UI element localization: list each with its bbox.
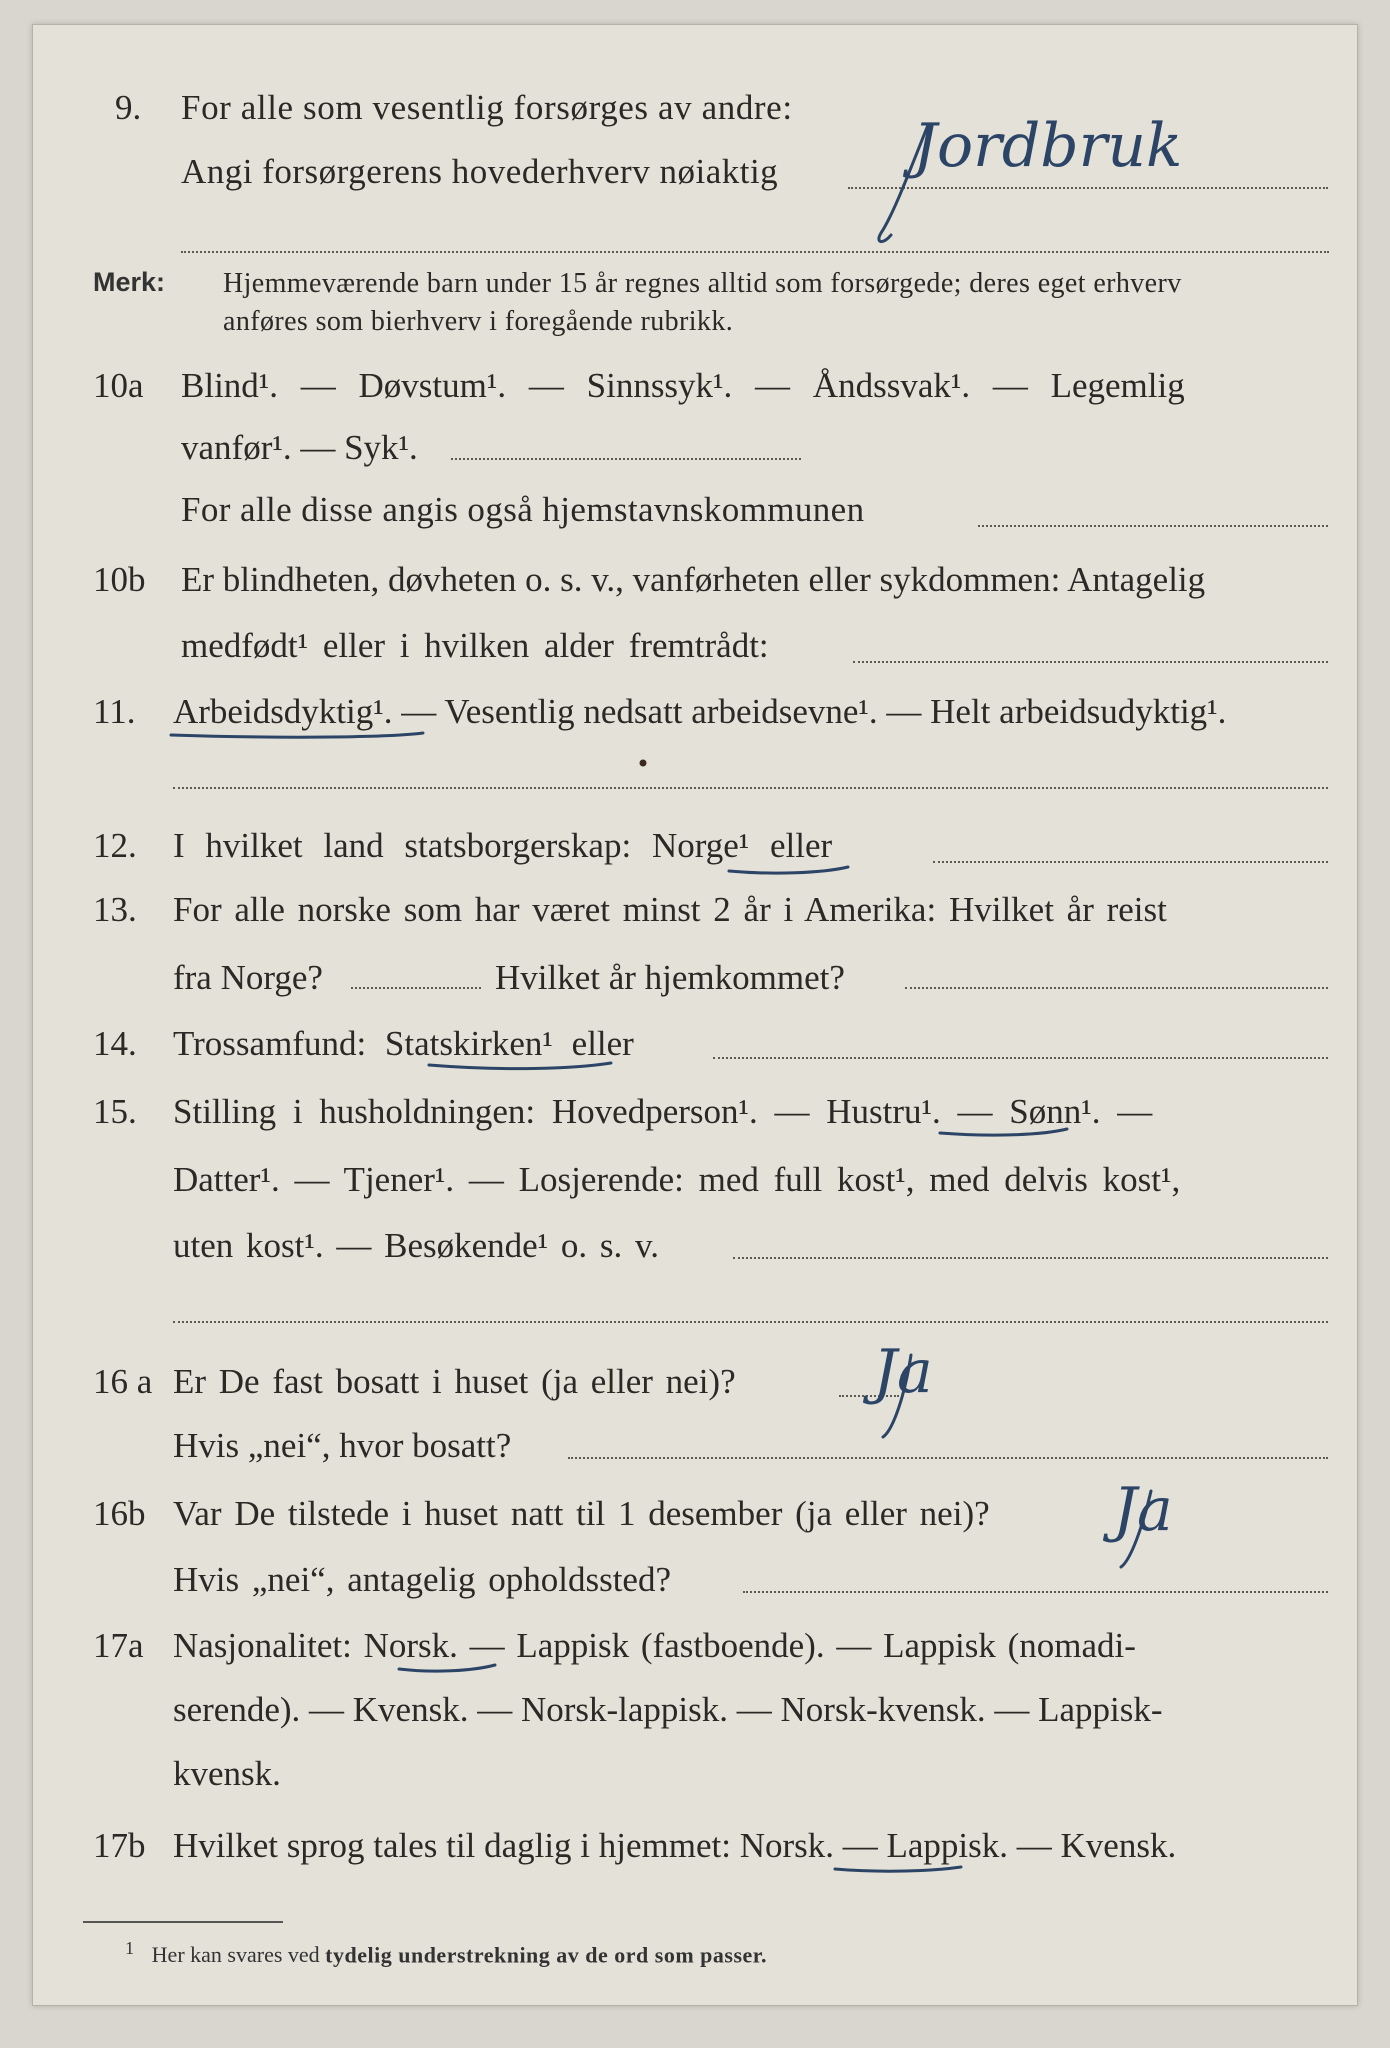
q10a-line2: vanfør¹. — Syk¹. (181, 428, 418, 467)
footnote-mark: 1 (125, 1938, 135, 1958)
q12-line1: I hvilket land statsborgerskap: Norge¹ eller (173, 826, 833, 865)
footnote-text-bold: tydelig understrekning av de ord som passer. (325, 1942, 768, 1968)
q10b-line2: medfødt¹ eller i hvilken alder fremtrådt: (181, 626, 769, 665)
q12-number: 12. (93, 826, 137, 865)
q13-line2a: fra Norge? (173, 958, 323, 997)
q15-line2: Datter¹. — Tjener¹. — Losjerende: med full kost¹, med delvis kost¹, (173, 1160, 1181, 1199)
census-form-page (32, 24, 1358, 2006)
q10a-number: 10a (93, 366, 144, 405)
q10a-line1: Blind¹. — Døvstum¹. — Sinnssyk¹. — Åndssvak¹. — Legemlig (181, 366, 1185, 405)
q17a-line3: kvensk. (173, 1754, 281, 1793)
q9-handwritten-answer: Jordbruk (913, 111, 1183, 181)
q17a-line1: Nasjonalitet: Norsk. — Lappisk (fastboende). — Lappisk (nomadi- (173, 1626, 1136, 1665)
q9-line2: Angi forsørgerens hovederhverv nøiaktig (181, 152, 779, 191)
q10a-line3: For alle disse angis også hjemstavnskommunen (181, 490, 865, 529)
q15-line3: uten kost¹. — Besøkende¹ o. s. v. (173, 1226, 660, 1265)
q16b-line2: Hvis „nei“, antagelig opholdssted? (173, 1560, 671, 1599)
q13-line1: For alle norske som har været minst 2 år i Amerika: Hvilket år reist (173, 890, 1167, 929)
q11-number: 11. (93, 692, 136, 731)
q16b-handwritten-answer: Ja (1113, 1475, 1173, 1545)
q14-line1: Trossamfund: Statskirken¹ eller (173, 1024, 634, 1063)
q16a-number: 16 a (93, 1362, 153, 1401)
merk-line2: anføres som bierhverv i foregående rubrikk. (223, 306, 734, 337)
merk-line1: Hjemmeværende barn under 15 år regnes alltid som forsørgede; deres eget erhverv (223, 268, 1182, 299)
q16a-line2: Hvis „nei“, hvor bosatt? (173, 1426, 512, 1465)
q13-number: 13. (93, 890, 137, 929)
q16b-number: 16b (93, 1494, 146, 1533)
q16b-line1: Var De tilstede i huset natt til 1 desember (ja eller nei)? (173, 1494, 990, 1533)
q15-line1: Stilling i husholdningen: Hovedperson¹. — Hustru¹. — Sønn¹. — (173, 1092, 1153, 1131)
q17a-number: 17a (93, 1626, 144, 1665)
q14-number: 14. (93, 1024, 137, 1063)
q17b-number: 17b (93, 1826, 146, 1865)
handwritten-underlines (33, 25, 1357, 2005)
q16a-handwritten-answer: Ja (873, 1337, 933, 1407)
merk-label: Merk: (93, 267, 166, 297)
q9-number: 9. (115, 88, 142, 127)
q13-line2b: Hvilket år hjemkommet? (495, 958, 845, 997)
q11-line1: Arbeidsdyktig¹. — Vesentlig nedsatt arbeidsevne¹. — Helt arbeidsudyktig¹. (173, 692, 1227, 731)
q16a-line1: Er De fast bosatt i huset (ja eller nei)? (173, 1362, 736, 1401)
q15-number: 15. (93, 1092, 137, 1131)
q17a-line2: serende). — Kvensk. — Norsk-lappisk. — Norsk-kvensk. — Lappisk- (173, 1690, 1163, 1729)
q10b-line1: Er blindheten, døvheten o. s. v., vanførheten eller sykdommen: Antagelig (181, 560, 1206, 599)
q10b-number: 10b (93, 560, 146, 599)
q9-line1: For alle som vesentlig forsørges av andre: (181, 88, 793, 127)
q17b-line1: Hvilket sprog tales til daglig i hjemmet: Norsk. — Lappisk. — Kvensk. (173, 1826, 1177, 1865)
footnote-text-regular: Her kan svares ved (151, 1942, 320, 1968)
